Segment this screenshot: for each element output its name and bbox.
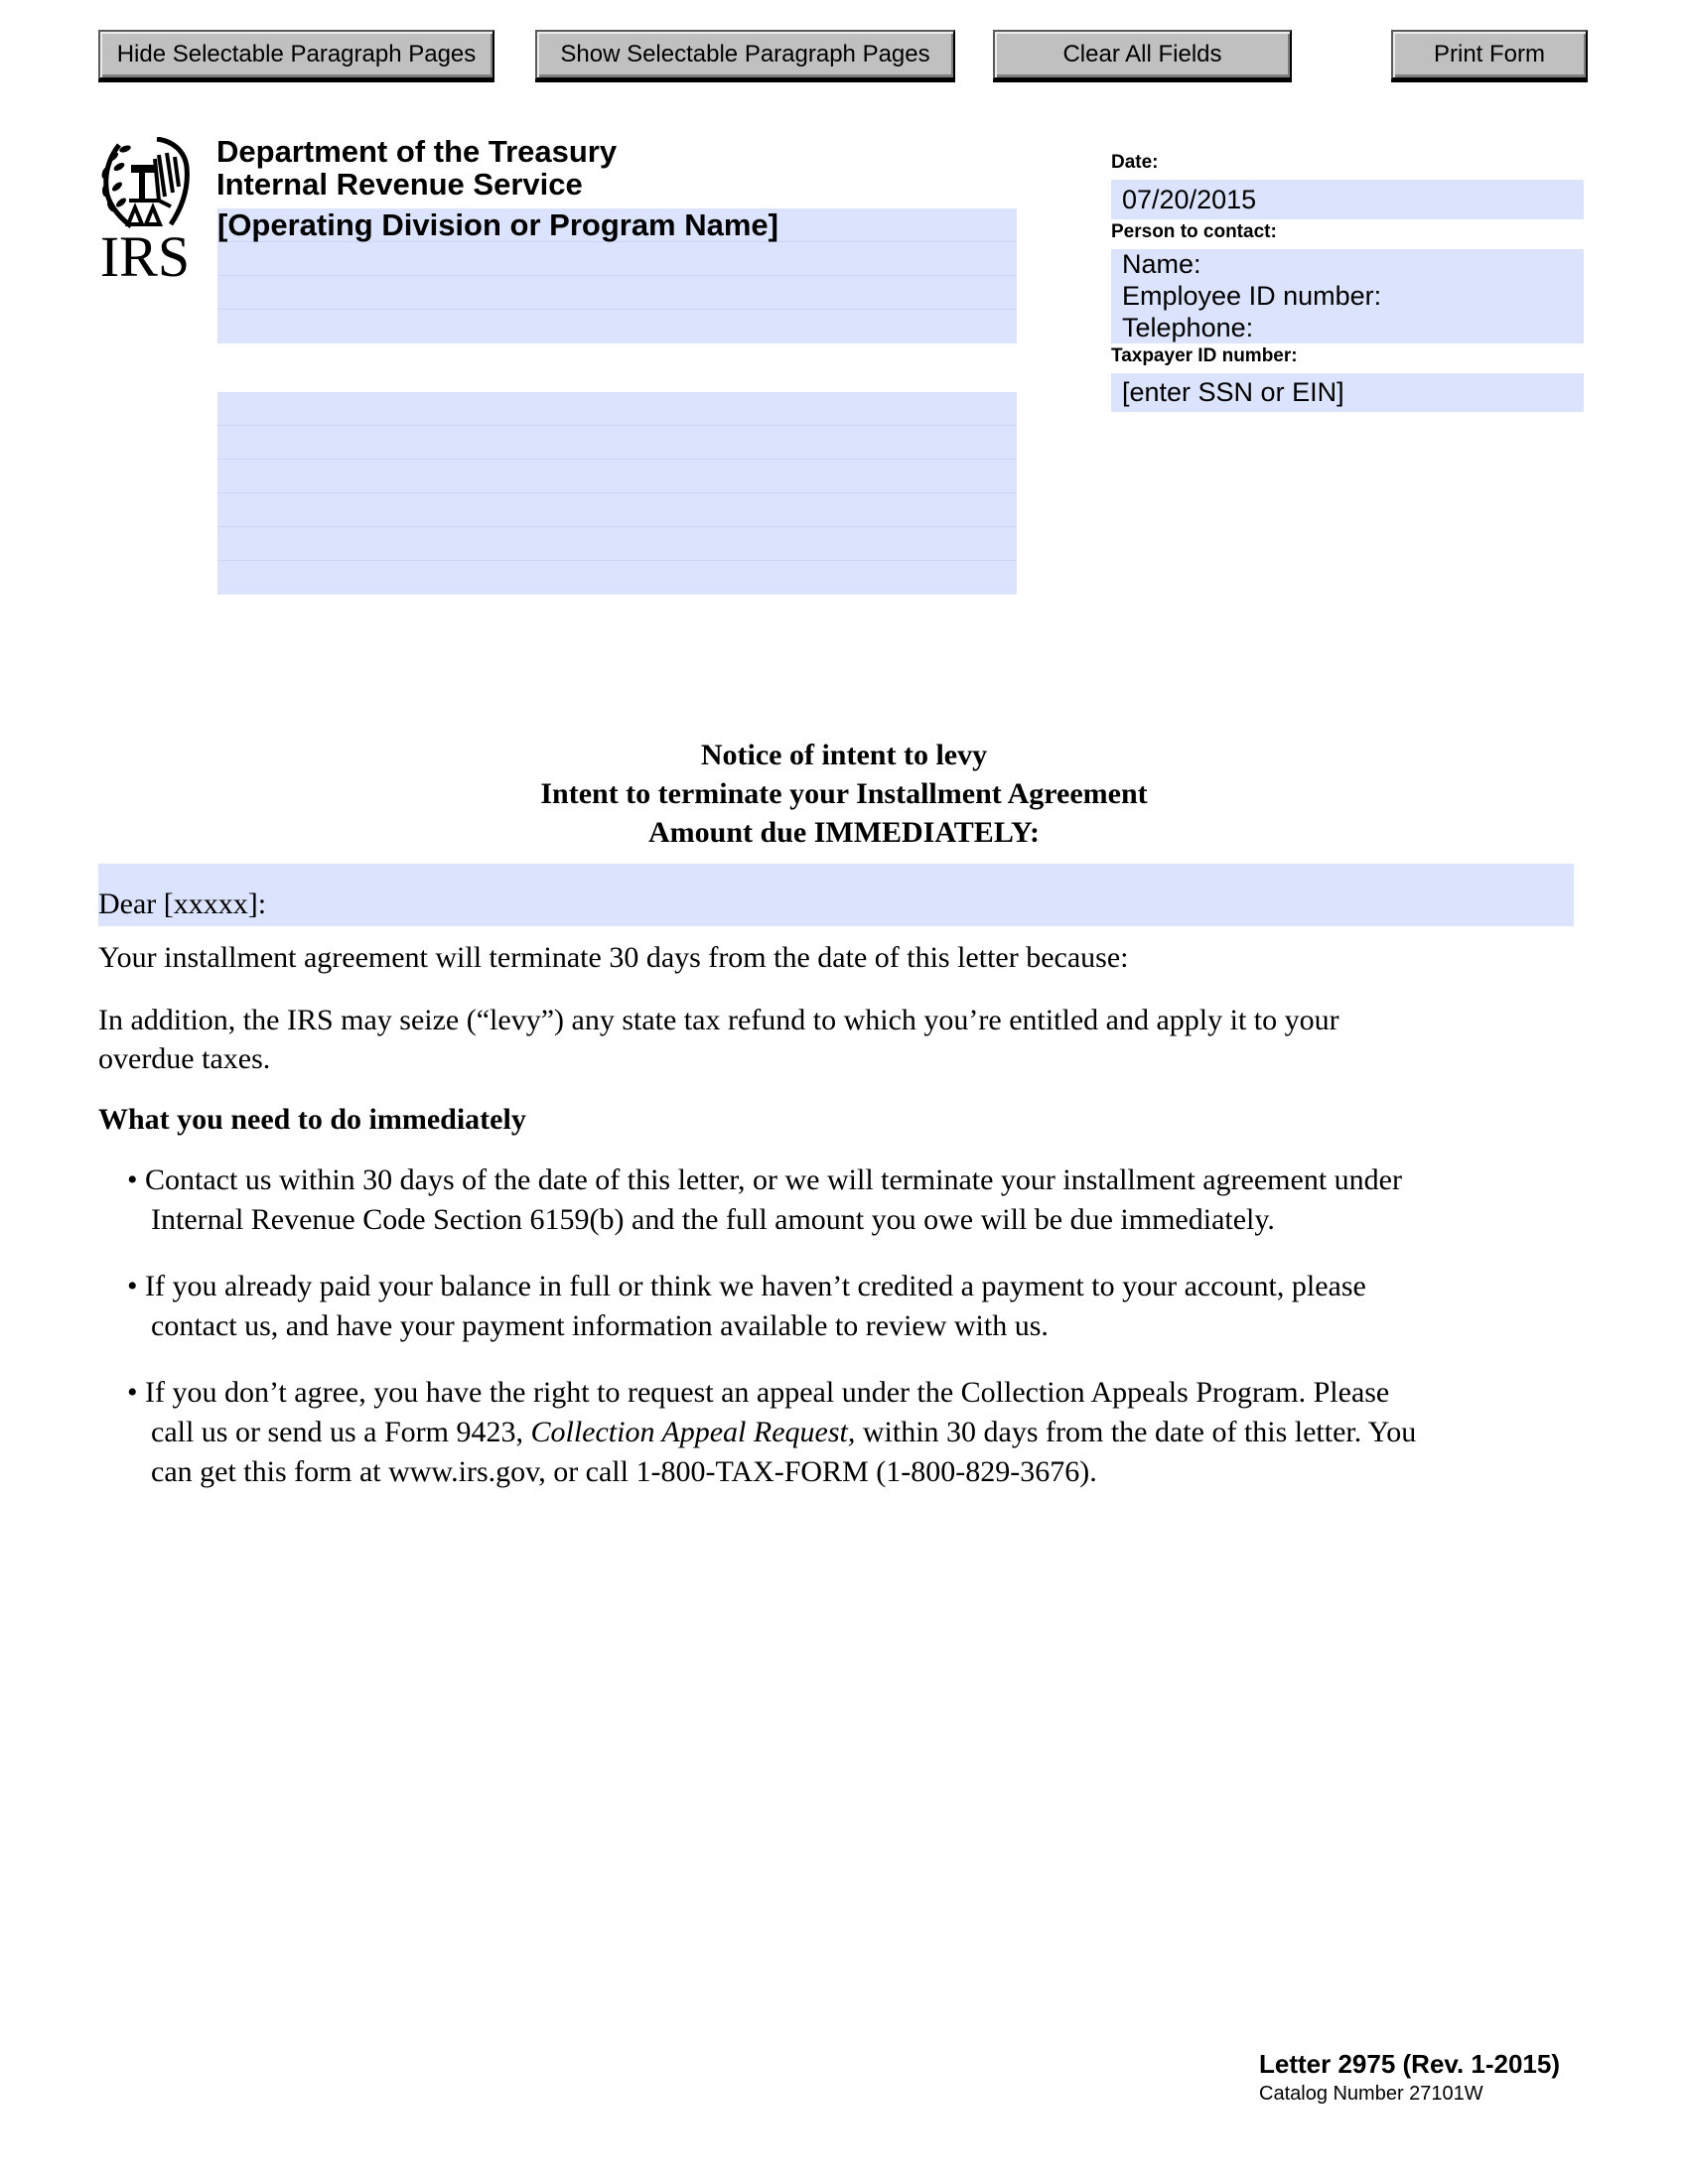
- recipient-address-line[interactable]: [217, 527, 1017, 561]
- hide-selectable-paragraph-pages-button[interactable]: Hide Selectable Paragraph Pages: [98, 30, 494, 79]
- person-to-contact-field[interactable]: [1111, 249, 1584, 343]
- bullet-line: • If you already paid your balance in full or think we haven’t credited a payment to your account, please: [127, 1270, 1366, 1302]
- bullet-line: • If you don’t agree, you have the right to request an appeal under the Collection Appeals Program. Please: [127, 1376, 1390, 1409]
- bullet-text: within 30 days from the date of this letter. You: [855, 1416, 1417, 1448]
- operating-division-row[interactable]: [217, 208, 1017, 242]
- show-selectable-paragraph-pages-button[interactable]: Show Selectable Paragraph Pages: [535, 30, 955, 79]
- section-heading: What you need to do immediately: [98, 1103, 526, 1136]
- form-title-italic: Collection Appeal Request,: [530, 1416, 856, 1448]
- recipient-address-line[interactable]: [217, 493, 1017, 527]
- salutation-field[interactable]: [98, 864, 1574, 926]
- recipient-address-line[interactable]: [217, 460, 1017, 493]
- bullet-line: contact us, and have your payment information available to review with us.: [151, 1309, 1049, 1342]
- person-to-contact-label: Person to contact:: [1111, 221, 1277, 242]
- letterhead-agency: Internal Revenue Service: [216, 167, 583, 202]
- date-value: 07/20/2015: [1122, 185, 1257, 214]
- levy-paragraph-line1: In addition, the IRS may seize (“levy”) any state tax refund to which you’re entitled and apply it to your: [98, 1004, 1339, 1036]
- catalog-number: Catalog Number 27101W: [1259, 2083, 1483, 2105]
- irs-eagle-emblem-icon: [99, 137, 191, 278]
- bullet-appeal: [127, 1373, 1416, 1492]
- irs-logo: [99, 137, 191, 278]
- recipient-address-line[interactable]: [217, 426, 1017, 460]
- bullet-already-paid: [127, 1267, 1366, 1346]
- contact-telephone: Telephone:: [1122, 313, 1254, 342]
- salutation-text: Dear [xxxxx]:: [98, 887, 267, 920]
- contact-employee-id: Employee ID number:: [1122, 281, 1382, 311]
- recipient-address-line[interactable]: [217, 392, 1017, 426]
- termination-paragraph: Your installment agreement will terminate 30 days from the date of this letter because:: [98, 941, 1129, 974]
- bullet-line: Internal Revenue Code Section 6159(b) and the full amount you owe will be due immediately.: [151, 1203, 1275, 1236]
- bullet-contact-us: [127, 1160, 1402, 1240]
- bullet-line: [127, 1413, 1416, 1452]
- operating-division-text: [Operating Division or Program Name]: [217, 207, 778, 242]
- bullet-line: can get this form at www.irs.gov, or call 1-800-TAX-FORM (1-800-829-3676).: [151, 1455, 1097, 1488]
- letter-title-levy: Notice of intent to levy: [700, 739, 988, 771]
- letter-form-number: Letter 2975 (Rev. 1-2015): [1259, 2049, 1561, 2079]
- address-line-field[interactable]: [217, 242, 1017, 276]
- clear-all-fields-button[interactable]: Clear All Fields: [993, 30, 1292, 79]
- taxpayer-id-value: [enter SSN or EIN]: [1122, 377, 1344, 407]
- letter-title-terminate: Intent to terminate your Installment Agreement: [540, 777, 1148, 810]
- operating-division-field[interactable]: [217, 208, 1017, 343]
- recipient-address-field[interactable]: [217, 392, 1017, 595]
- letterhead-department: Department of the Treasury: [216, 134, 618, 169]
- taxpayer-id-label: Taxpayer ID number:: [1111, 345, 1298, 366]
- date-field[interactable]: [1111, 180, 1584, 219]
- levy-paragraph-line2: overdue taxes.: [98, 1042, 271, 1075]
- address-line-field[interactable]: [217, 276, 1017, 310]
- taxpayer-id-field[interactable]: [1111, 373, 1584, 412]
- bullet-text: call us or send us a Form 9423,: [151, 1416, 531, 1448]
- irs-logo-text: IRS: [99, 224, 191, 278]
- date-label: Date:: [1111, 152, 1159, 173]
- letter-title-amount-due: Amount due IMMEDIATELY:: [648, 816, 1040, 849]
- recipient-address-line[interactable]: [217, 561, 1017, 595]
- bullet-line: • Contact us within 30 days of the date of this letter, or we will terminate your installment agreement under: [127, 1163, 1402, 1196]
- address-line-field[interactable]: [217, 310, 1017, 343]
- contact-name: Name:: [1122, 249, 1201, 279]
- print-form-button[interactable]: Print Form: [1391, 30, 1588, 79]
